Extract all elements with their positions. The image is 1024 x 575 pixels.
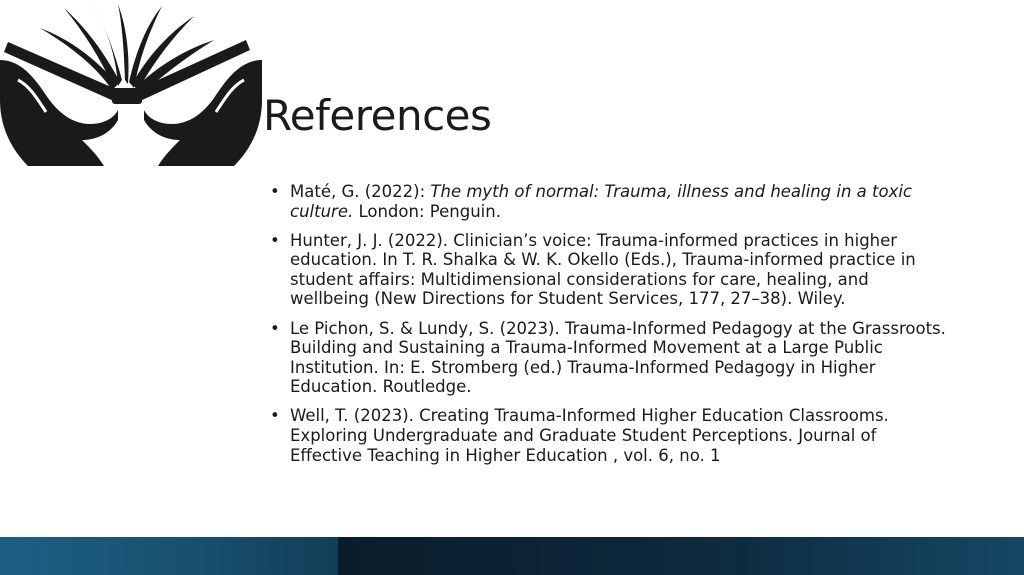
reference-publisher: London: Penguin. xyxy=(353,201,501,221)
reference-item xyxy=(270,406,950,465)
reference-item xyxy=(270,182,950,221)
references-list xyxy=(270,182,950,475)
reference-item xyxy=(270,231,950,309)
hands-holding-book-icon xyxy=(0,0,262,168)
reference-item xyxy=(270,319,950,397)
reference-title-italic: The myth of normal: Trauma, illness and healing in a toxic culture. xyxy=(290,182,913,221)
reference-text: Well, T. (2023). Creating Trauma-Informed Higher Education Classrooms. Exploring Undergraduate and Graduate Student Perceptions. Journal of Effective Teaching in Higher Education , vol. 6, no. 1 xyxy=(290,406,889,465)
reference-text: Le Pichon, S. & Lundy, S. (2023). Trauma-Informed Pedagogy at the Grassroots. Building and Sustaining a Trauma-Informed Movement at a Large Public Institution. In: E. Stromberg (ed.) Trauma-Informed Pedagogy in Higher Education. Routledge. xyxy=(290,318,946,397)
reference-text: Hunter, J. J. (2022). Clinician’s voice: Trauma-informed practices in higher education. In T. R. Shalka & W. K. Okello (Eds.), Trauma-informed practice in student affairs: Multidimensional considerations for care, healing, and wellbeing (New Directions for Student Services, 177, 27–38). Wiley. xyxy=(290,230,916,309)
reference-text: Maté, G. (2022): xyxy=(290,182,431,201)
footer-band-right xyxy=(338,537,1024,575)
slide-title: References xyxy=(263,91,492,140)
footer-band-left xyxy=(0,537,338,575)
